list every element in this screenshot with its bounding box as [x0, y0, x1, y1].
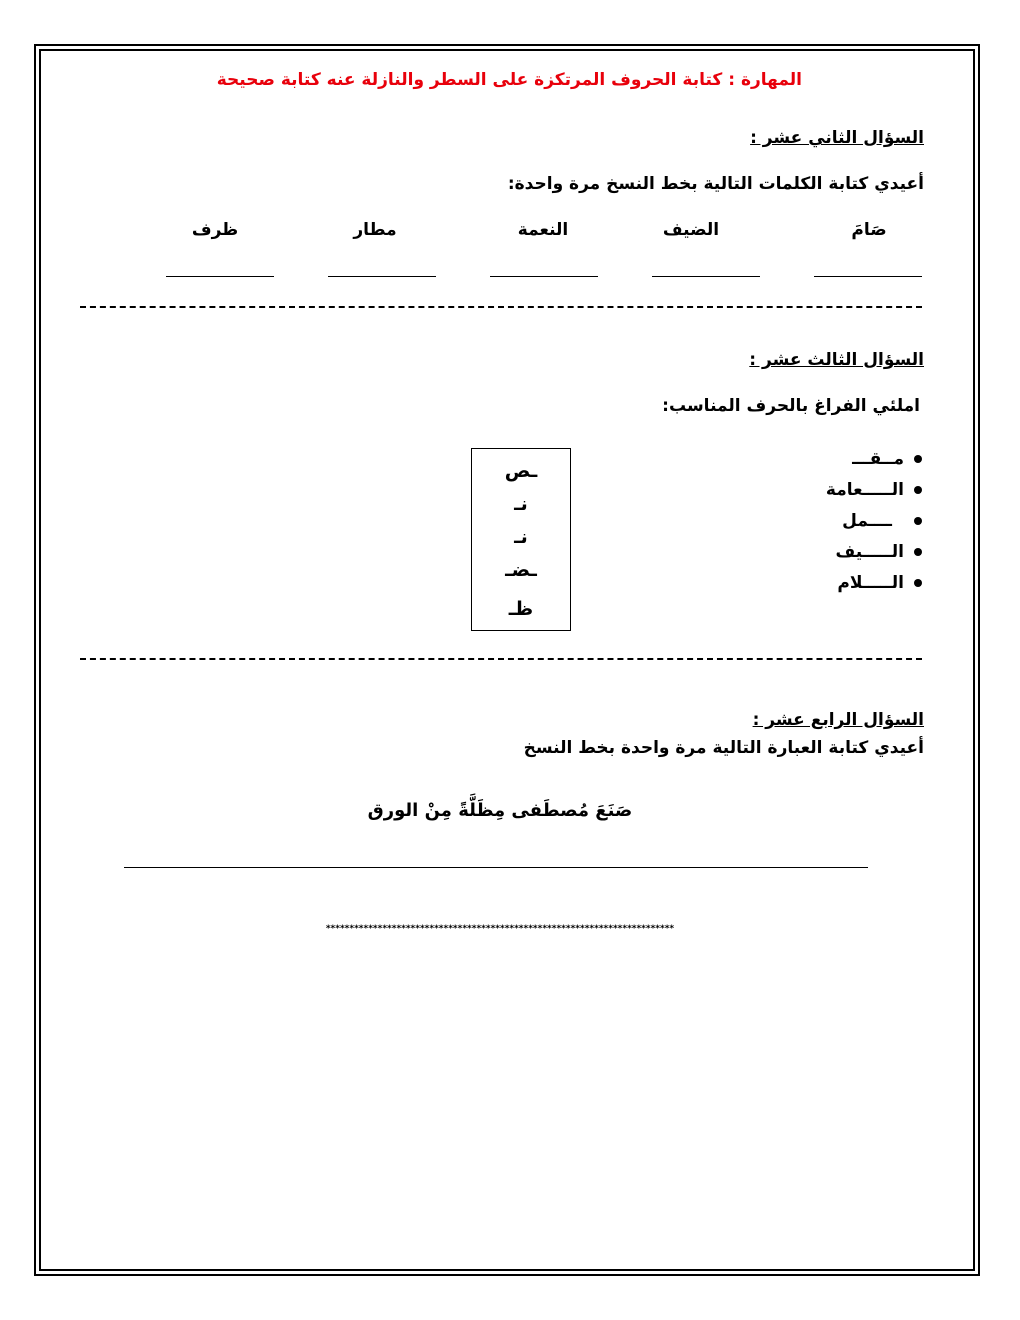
q12-word-5: ظرف [191, 220, 239, 240]
q12-blank-3[interactable] [490, 276, 598, 277]
bullet-icon [914, 517, 922, 525]
bullet-icon [914, 455, 922, 463]
letter-choice: ـص [504, 460, 538, 482]
q12-blank-2[interactable] [652, 276, 760, 277]
skill-title: المهارة : كتابة الحروف المرتكزة على السطر والنازلة عنه كتابة صحيحة [216, 70, 802, 90]
q14-answer-line[interactable] [124, 867, 868, 868]
list-item: الـــــلام [826, 568, 922, 599]
q14-instruction: أعيدي كتابة العبارة التالية مرة واحدة بخط النسخ [523, 738, 924, 758]
q12-title: السؤال الثاني عشر : [750, 128, 924, 148]
list-item: ــــمل [826, 506, 922, 537]
bullet-icon [914, 579, 922, 587]
letter-choice: ظـ [508, 598, 534, 620]
q12-word-1: صَامَ [851, 220, 887, 240]
letter-choice: نـ [514, 526, 528, 548]
q13-title: السؤال الثالث عشر : [749, 350, 924, 370]
letter-choice: ـضـ [505, 559, 537, 581]
q12-blank-5[interactable] [166, 276, 274, 277]
q12-blank-4[interactable] [328, 276, 436, 277]
letter-choices-box [471, 448, 571, 631]
q14-sentence: صَنَعَ مُصطَفى مِظَلَّةً مِنْ الورق [367, 800, 633, 821]
letter-choice: نـ [514, 493, 528, 515]
footer-stars: ************************************************************************** [325, 924, 675, 934]
q12-word-2: الضيف [662, 220, 720, 240]
q12-word-3: النعمة [517, 220, 569, 240]
q12-instruction: أعيدي كتابة الكلمات التالية بخط النسخ مرة واحدة: [507, 174, 924, 194]
q13-instruction: املئي الفراغ بالحرف المناسب: [662, 396, 920, 416]
list-item: الـــــيف [826, 537, 922, 568]
q14-title: السؤال الرابع عشر : [752, 710, 924, 730]
section-divider [80, 658, 922, 660]
section-divider [80, 306, 922, 308]
q12-blank-1[interactable] [814, 276, 922, 277]
bullet-icon [914, 548, 922, 556]
bullet-icon [914, 486, 922, 494]
list-item: الـــــعامة [826, 475, 922, 506]
list-item: مــقـــ [826, 444, 922, 475]
q13-item-list [826, 444, 922, 599]
q12-word-4: مطار [353, 220, 397, 240]
